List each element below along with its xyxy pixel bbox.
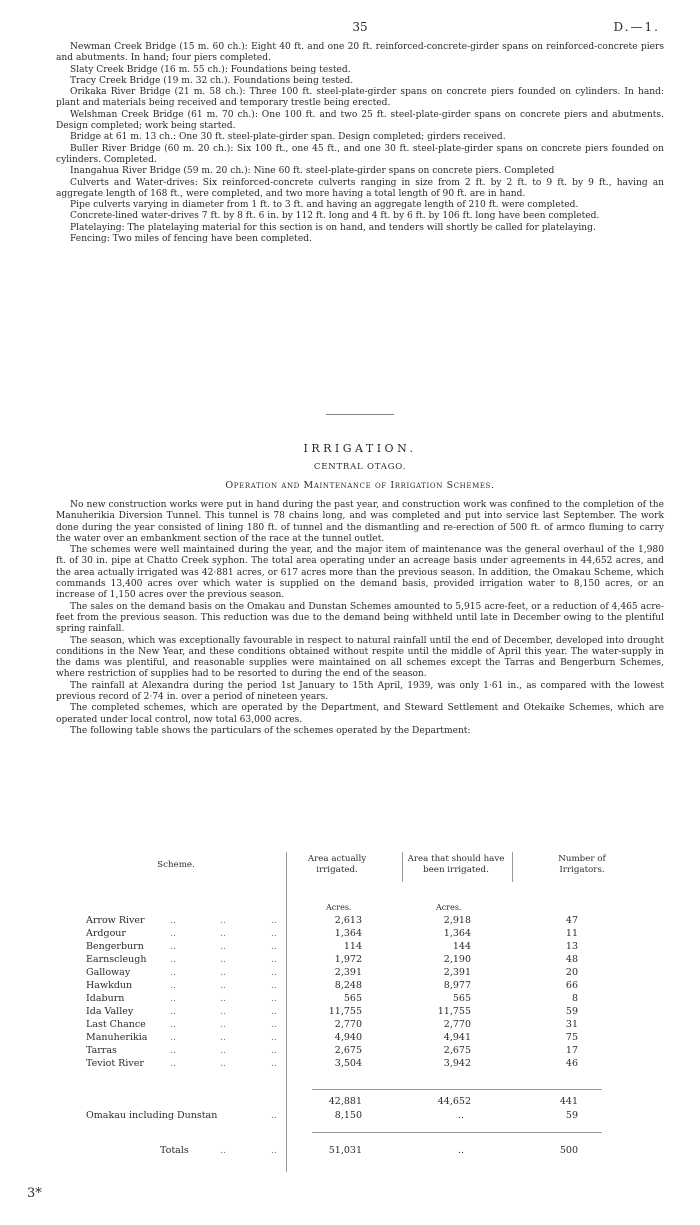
leader-dots: .. [271, 1145, 278, 1156]
totals-label: Totals [160, 1145, 189, 1156]
leader-dots: .. [170, 941, 177, 952]
paragraph: The following table shows the particulars of the schemes operated by the Department: [70, 725, 471, 736]
scheme-name: Manuherikia [86, 1032, 148, 1043]
area-should: 2,391 [443, 967, 471, 978]
leader-dots: .. [220, 1058, 227, 1069]
paragraph: The rainfall at Alexandra during the period 1st January to 15th April, 1939, was only 1·61 in., as compared with the lowest previous record of 2·74 in. over a period of nineteen years. [56, 680, 664, 703]
subtotal-should: 44,652 [437, 1096, 471, 1107]
unit-label: Acres. [436, 903, 462, 912]
area-actual: 4,940 [334, 1032, 362, 1043]
totals-should: .. [457, 1145, 464, 1156]
area-should: 4,941 [443, 1032, 471, 1043]
area-should: 3,942 [443, 1058, 471, 1069]
leader-dots: .. [271, 941, 278, 952]
irrigator-count: 17 [565, 1045, 578, 1056]
leader-dots: .. [220, 967, 227, 978]
irrigation-text [56, 500, 664, 737]
paragraph: The schemes were well maintained during the year, and the major item of maintenance was the general overhaul of the 1,980 ft. of 30 in. pipe at Chatto Creek syphon. The total area operating under an acreage basis under agreements in 44,652 acres, and the area actually irrigated was 42·881 acres, or 617 acres more than the previous season. In addition, the Omakau Scheme, which commands 13,400 acres over which water is supplied on the demand basis, provided irrigation water to 8,150 acres, or an increase of 1,150 acres over the previous season. [56, 545, 664, 601]
leader-dots: .. [220, 1006, 227, 1017]
leader-dots: .. [271, 980, 278, 991]
area-actual: 11,755 [328, 1006, 362, 1017]
leader-dots: .. [271, 928, 278, 939]
column-divider [512, 852, 513, 882]
leader-dots: .. [170, 928, 177, 939]
document-reference: D.—1. [613, 20, 660, 34]
scheme-name: Ardgour [86, 928, 126, 939]
work-item: Welshman Creek Bridge (61 m. 70 ch.): One 100 ft. and two 25 ft. steel-plate-girder spans on concrete piers and abutments. Design completed; work being started. [56, 109, 664, 132]
column-divider [402, 852, 403, 882]
area-actual: 3,504 [334, 1058, 362, 1069]
work-item: Concrete-lined water-drives 7 ft. by 8 ft. 6 in. by 112 ft. long and 4 ft. by 6 ft. by 106 ft. long have been completed. [70, 211, 600, 222]
table-row [56, 980, 664, 993]
area-actual: 2,391 [334, 967, 362, 978]
irrigator-count: 59 [565, 1006, 578, 1017]
work-item: Pipe culverts varying in diameter from 1 ft. to 3 ft. and having an aggregate length of 210 ft. were completed. [70, 200, 579, 211]
work-item: Slaty Creek Bridge (16 m. 55 ch.): Foundations being tested. [70, 64, 351, 75]
leader-dots: .. [220, 915, 227, 926]
paragraph: The completed schemes, which are operated by the Department, and Steward Settlement and Otekaike Schemes, which are operated under local control, now total 63,000 acres. [56, 703, 664, 725]
header-scheme: Scheme. [157, 860, 195, 870]
leader-dots: .. [271, 1058, 278, 1069]
scheme-name: Arrow River [86, 915, 145, 926]
table-row [56, 1058, 664, 1071]
table-row [56, 954, 664, 967]
scheme-name: Galloway [86, 967, 131, 978]
area-actual: 1,364 [334, 928, 362, 939]
area-actual: 2,770 [334, 1019, 362, 1030]
header-area-should: Area that should have been irrigated. [407, 854, 505, 875]
work-item: Orikaka River Bridge (21 m. 58 ch.): Three 100 ft. steel-plate-girder spans on concrete piers founded on cylinders. In hand: plant and materials being received and temporary trestle being erected. [56, 87, 664, 109]
leader-dots: .. [220, 980, 227, 991]
work-item: Bridge at 61 m. 13 ch.: One 30 ft. steel-plate-girder span. Design completed; girders received. [70, 132, 506, 143]
paragraph: The season, which was exceptionally favourable in respect to natural rainfall until the end of December, developed into drought conditions in the New Year, and these conditions obtained without respite until the middle of April this year. The water-supply in the dams was plentiful, and reasonable supplies were maintained on all schemes except the Tarras and Bengerburn Schemes, where restriction of supplies had to be resorted to during the end of the season. [56, 635, 664, 680]
table-row [56, 915, 664, 928]
work-item: Platelaying: The platelaying material for this section is on hand, and tenders will shortly be called for platelaying. [70, 222, 596, 233]
scheme-name: Earnscleugh [86, 954, 147, 965]
area-actual: 2,613 [334, 915, 362, 926]
scheme-name: Teviot River [86, 1058, 144, 1069]
section-subtitle: CENTRAL OTAGO. [313, 462, 407, 472]
section-divider [326, 414, 394, 415]
omakau-row [56, 1110, 664, 1123]
leader-dots: .. [170, 993, 177, 1004]
area-should: 1,364 [443, 928, 471, 939]
area-should: 8,977 [443, 980, 471, 991]
leader-dots: .. [170, 954, 177, 965]
leader-dots: .. [220, 1145, 227, 1156]
subtotal-row [56, 1096, 664, 1109]
work-item: Buller River Bridge (60 m. 20 ch.): Six 100 ft., one 45 ft., and one 30 ft. steel-plate-girder spans on concrete piers founded on cylinders. Completed. [56, 143, 664, 165]
area-should: 2,675 [443, 1045, 471, 1056]
area-should: 11,755 [437, 1006, 471, 1017]
area-should: 2,190 [443, 954, 471, 965]
leader-dots: .. [271, 1006, 278, 1017]
irrigator-count: 48 [565, 954, 578, 965]
works-list [56, 42, 664, 245]
scheme-name: Tarras [86, 1045, 117, 1056]
leader-dots: .. [170, 1045, 177, 1056]
subtotal-irrigators: 441 [559, 1096, 578, 1107]
work-item: Culverts and Water-drives: Six reinforced-concrete culverts ranging in size from 2 ft. by 2 ft. to 9 ft. by 9 ft., having an aggregate length of 168 ft., were completed, and two more having a total length of 90 ft. are in hand. [56, 177, 664, 199]
irrigator-count: 13 [565, 941, 578, 952]
leader-dots: .. [170, 1032, 177, 1043]
leader-dots: .. [170, 1058, 177, 1069]
irrigator-count: 66 [565, 980, 578, 991]
irrigator-count: 11 [565, 928, 578, 939]
work-item: Fencing: Two miles of fencing have been completed. [70, 234, 312, 245]
page-header [56, 20, 664, 36]
leader-dots: .. [271, 915, 278, 926]
leader-dots: .. [220, 993, 227, 1004]
leader-dots: .. [271, 967, 278, 978]
irrigator-count: 31 [565, 1019, 578, 1030]
area-should: 2,770 [443, 1019, 471, 1030]
totals-irrigators: 500 [559, 1145, 578, 1156]
footer-mark: 3* [27, 1186, 42, 1201]
leader-dots: .. [220, 1045, 227, 1056]
table-row [56, 941, 664, 954]
leader-dots: .. [271, 993, 278, 1004]
leader-dots: .. [220, 928, 227, 939]
area-actual: 8,150 [334, 1110, 362, 1121]
paragraph: No new construction works were put in hand during the past year, and construction work was confined to the completion of the Manuherikia Diversion Tunnel. This tunnel is 78 chains long, and was completed and put into service last September. The work done during the year consisted of lining 180 ft. of tunnel and the dismantling and re-erection of 500 ft. of armco fluming to carry the water over an embankment section of the race at the tunnel outlet. [56, 500, 664, 544]
page-number: 35 [352, 20, 368, 34]
section-title: IRRIGATION. [303, 442, 417, 455]
paragraph: The sales on the demand basis on the Omakau and Dunstan Schemes amounted to 5,915 acre-feet, or a reduction of 4,465 acre-feet from the previous season. This reduction was due to the demand being withheld until late in December owing to the plentiful spring rainfall. [56, 601, 664, 635]
area-actual: 114 [343, 941, 362, 952]
table-row [56, 967, 664, 980]
header-irrigators: Number of Irrigators. [558, 854, 606, 875]
area-actual: 2,675 [334, 1045, 362, 1056]
table-row [56, 1019, 664, 1032]
irrigator-count: 8 [571, 993, 578, 1004]
leader-dots: .. [220, 954, 227, 965]
leader-dots: .. [271, 1032, 278, 1043]
unit-label: Acres. [326, 903, 352, 912]
totals-row [56, 1145, 664, 1159]
table-row [56, 1045, 664, 1058]
totals-actual: 51,031 [328, 1145, 362, 1156]
work-item: Newman Creek Bridge (15 m. 60 ch.): Eight 40 ft. and one 20 ft. reinforced-concrete-girder spans on reinforced-concrete piers and abutments. In hand; four piers completed. [56, 42, 664, 64]
irrigator-count: 46 [565, 1058, 578, 1069]
work-item: Inangahua River Bridge (59 m. 20 ch.): Nine 60 ft. steel-plate-girder spans on concrete piers. Completed [70, 166, 555, 177]
area-actual: 1,972 [334, 954, 362, 965]
irrigator-count: 47 [565, 915, 578, 926]
scheme-name: Omakau including Dunstan [86, 1110, 218, 1121]
area-should: 565 [452, 993, 471, 1004]
subtotal-actual: 42,881 [328, 1096, 362, 1107]
header-area-actual: Area actually irrigated. [307, 854, 367, 875]
scheme-name: Idaburn [86, 993, 125, 1004]
leader-dots: .. [220, 1032, 227, 1043]
area-should: 2,918 [443, 915, 471, 926]
leader-dots: .. [170, 967, 177, 978]
leader-dots: .. [271, 1045, 278, 1056]
leader-dots: .. [220, 1019, 227, 1030]
area-should: 144 [452, 941, 471, 952]
table-row [56, 1006, 664, 1019]
leader-dots: .. [271, 954, 278, 965]
leader-dots: .. [220, 941, 227, 952]
scheme-name: Ida Valley [86, 1006, 134, 1017]
schemes-table [56, 840, 664, 1175]
scheme-name: Bengerburn [86, 941, 144, 952]
work-item: Tracy Creek Bridge (19 m. 32 ch.). Foundations being tested. [70, 75, 354, 86]
leader-dots: .. [170, 915, 177, 926]
table-row [56, 928, 664, 941]
area-actual: 565 [343, 993, 362, 1004]
area-actual: 8,248 [334, 980, 362, 991]
scheme-name: Hawkdun [86, 980, 133, 991]
subtotal-rule [312, 1089, 602, 1090]
area-should: .. [457, 1110, 464, 1121]
leader-dots: .. [170, 980, 177, 991]
irrigator-count: 20 [565, 967, 578, 978]
leader-dots: .. [170, 1019, 177, 1030]
irrigator-count: 59 [565, 1110, 578, 1121]
leader-dots: .. [170, 1006, 177, 1017]
irrigator-count: 75 [565, 1032, 578, 1043]
section-heading: Operation and Maintenance of Irrigation Schemes. [225, 480, 495, 491]
scheme-name: Last Chance [86, 1019, 146, 1030]
table-row [56, 993, 664, 1006]
table-row [56, 1032, 664, 1045]
leader-dots: .. [271, 1019, 278, 1030]
totals-rule [312, 1132, 602, 1133]
leader-dots: .. [271, 1110, 278, 1121]
